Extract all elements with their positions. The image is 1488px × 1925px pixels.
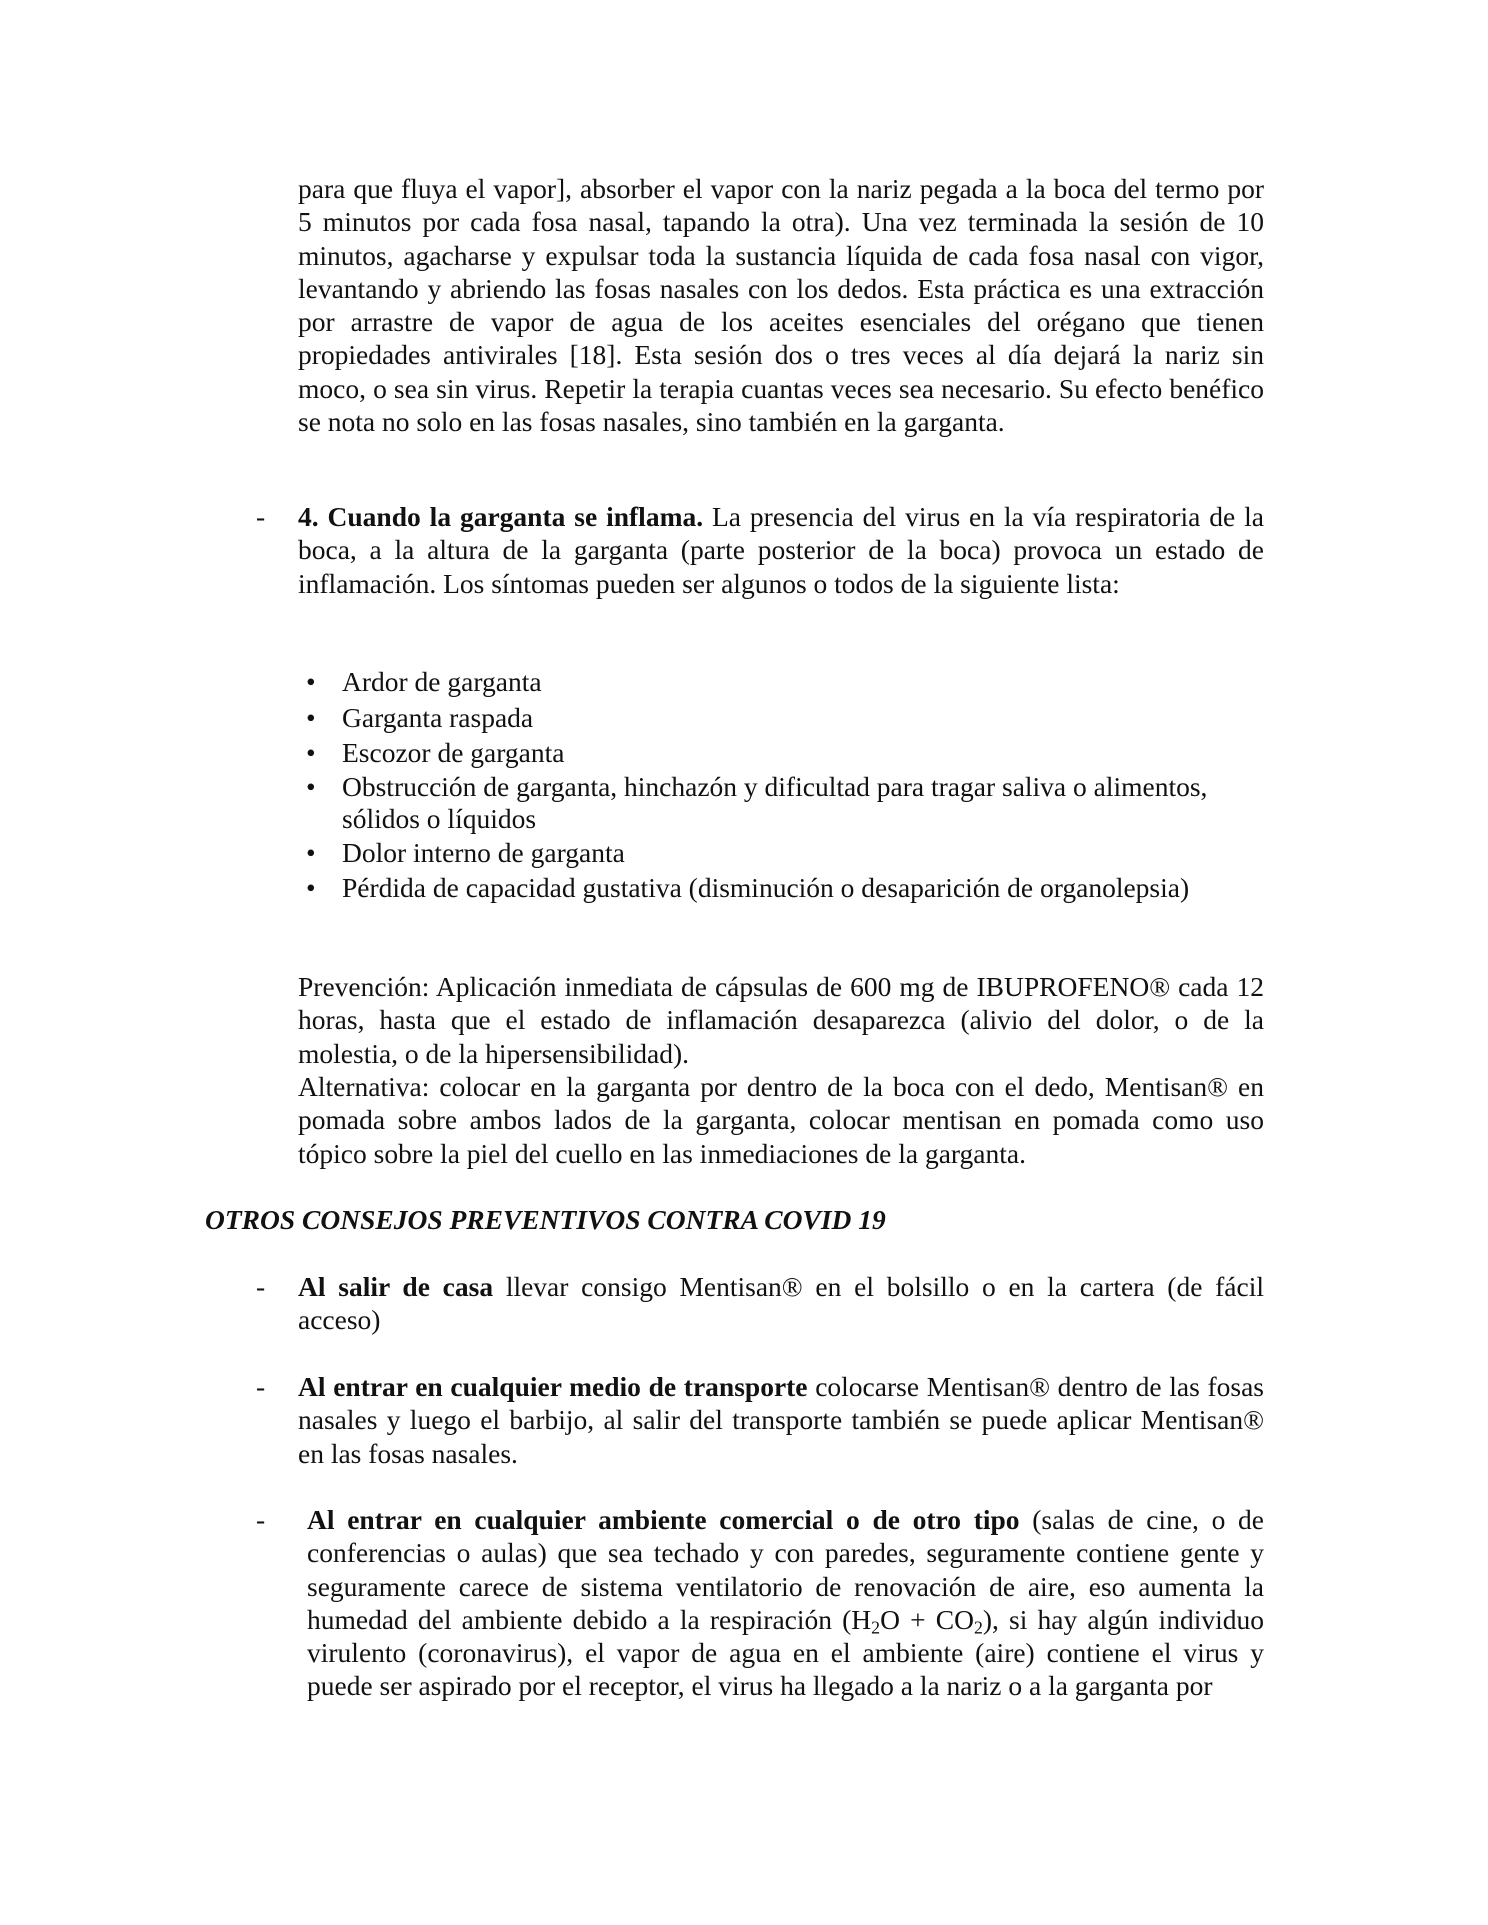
symptom-text: Garganta raspada (342, 701, 534, 733)
bullet-icon: • (306, 836, 316, 868)
bullet-icon: • (306, 666, 316, 697)
intro-paragraph: para que fluya el vapor], absorber el vapor con la nariz pegada a la boca del termo por 5 minutos por cada fosa nasal, tapando la otra). Una vez terminada la sesión de 10 minutos, agacharse y expulsar toda la sustancia líquida de cada fosa nasal con vigor, levantando y abriendo las fosas nasales con los dedos. Esta práctica es una extracción por arrastre de vapor de agua de los aceites esenciales del orégano que tienen propiedades antivirales [18]. Esta sesión dos o tres veces al día dejará la nariz sin moco, o sea sin virus. Repetir la terapia cuantas veces sea necesario. Su efecto benéfico se nota no solo en las fosas nasales, sino también en la garganta. (298, 173, 1264, 438)
list-item (298, 835, 1264, 871)
symptom-text: Obstrucción de garganta, hinchazón y dificultad para tragar saliva o alimentos, sólidos o líquidos (342, 770, 1208, 834)
tip-leaving-home (298, 1270, 1264, 1337)
tip-commercial-environment (307, 1503, 1264, 1703)
tip-text: (salas de cine, o de conferencias o aulas) que sea techado y con paredes, seguramente contiene gente y seguramente carece de sistema ventilatorio de renovación de aire, eso aumenta la humedad del ambiente debido a la respiración ( (307, 1504, 1264, 1635)
list-dash: - (256, 1371, 266, 1402)
bullet-icon: • (306, 872, 316, 903)
list-dash: - (256, 1271, 266, 1302)
tip-text: colocarse Mentisan® dentro de las fosas nasales y luego el barbijo, al salir del transporte también se puede aplicar Mentisan® en las fosas nasales. (298, 1371, 1264, 1469)
tip-title: Al entrar en cualquier ambiente comercial o de otro tipo (307, 1504, 1020, 1535)
tip-transport (298, 1370, 1264, 1470)
formula-subscript: 2 (973, 1617, 983, 1638)
list-item (298, 664, 1264, 700)
formula-o-plus-co: O + CO (880, 1603, 974, 1635)
prevention-paragraph: Prevención: Aplicación inmediata de cápsulas de 600 mg de IBUPROFENO® cada 12 horas, hasta que el estado de inflamación desaparezca (alivio del dolor, o de la molestia, o de la hipersensibilidad). (298, 971, 1264, 1069)
symptom-text: Ardor de garganta (342, 666, 542, 697)
section-4-paragraph (298, 500, 1264, 600)
bullet-icon: • (306, 737, 316, 768)
bullet-icon: • (306, 701, 316, 733)
list-item (298, 700, 1264, 736)
alternative-paragraph: Alternativa: colocar en la garganta por dentro de la boca con el dedo, Mentisan® en pomada sobre ambos lados de la garganta, colocar mentisan en pomada como uso tópico sobre la piel del cuello en las inmediaciones de la garganta. (298, 1071, 1264, 1169)
list-item (298, 735, 1264, 771)
list-dash: - (256, 501, 266, 532)
tip-title: Al entrar en cualquier medio de transporte (298, 1371, 808, 1402)
bullet-icon: • (306, 770, 316, 802)
symptom-text: Escozor de garganta (342, 737, 565, 768)
list-dash: - (256, 1504, 266, 1535)
formula-h: H (851, 1603, 872, 1635)
tip-title: Al salir de casa (298, 1271, 494, 1302)
symptom-list (298, 664, 1264, 906)
tip-text-continued: ), si hay algún individuo virulento (coronavirus), el vapor de agua en el ambiente (aire) contiene el virus y puede ser aspirado por el receptor, el virus ha llegado a la nariz o a la garganta por (307, 1603, 1264, 1702)
section-4-title: 4. Cuando la garganta se inflama. (298, 501, 704, 532)
list-item (298, 870, 1264, 906)
tip-text: llevar consigo Mentisan® en el bolsillo o en la cartera (de fácil acceso) (298, 1271, 1264, 1336)
formula-subscript: 2 (871, 1617, 881, 1638)
symptom-text: Pérdida de capacidad gustativa (disminución o desaparición de organolepsia) (342, 872, 1190, 903)
list-item (298, 771, 1264, 835)
section-4-text: La presencia del virus en la vía respiratoria de la boca, a la altura de la garganta (parte posterior de la boca) provoca un estado de inflamación. Los síntomas pueden ser algunos o todos de la siguiente lista: (298, 501, 1264, 599)
symptom-text: Dolor interno de garganta (342, 836, 625, 868)
section-heading: OTROS CONSEJOS PREVENTIVOS CONTRA COVID 19 (205, 1204, 886, 1235)
